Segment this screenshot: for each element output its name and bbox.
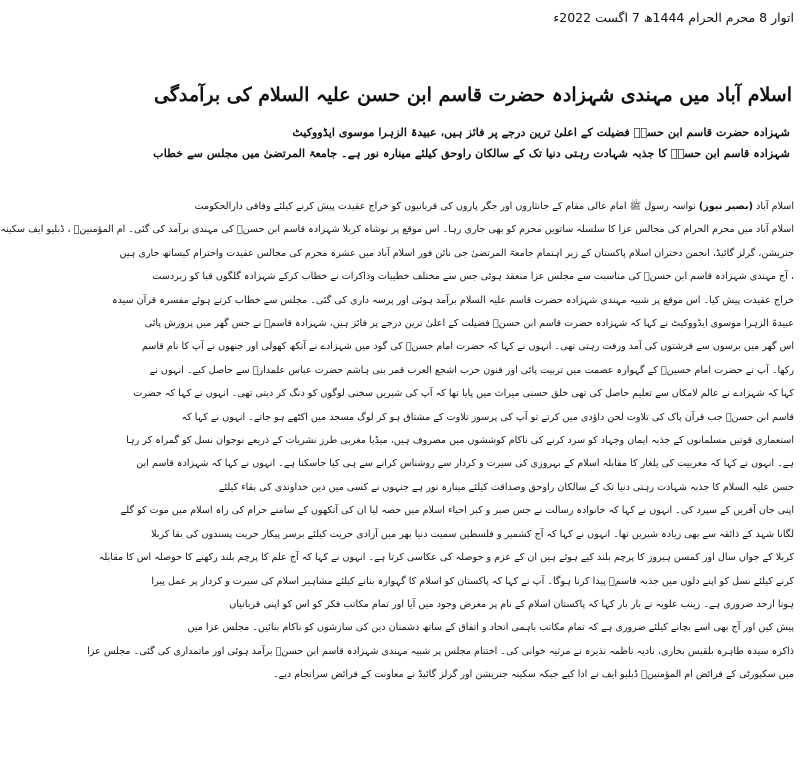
article-line: استعماری قوتیں مسلمانوں کے جذبہ ایمان وجہاد کو سرد کرنے کی ناکام کوششوں میں مصروف ہیں، میڈیا مغربی طرز نشریات کے ذریعے نوجوان نسل کو گمراہ کر رہا: [126, 435, 794, 447]
article-line: ذاکرہ سیدہ طاہرہ بلقیس بخاری، نادیہ ناظمہ نذیرہ نے مرثیہ خوانی کی۔ اختتام مجلس پر شبیہ مہندی شہزادہ قاسم ابن حسنؑ برآمد ہوئی اور ماتمداری کی گئی۔ مجلس عزا: [87, 645, 794, 657]
article-line: کربلا کے جواں سال اور کمسن ہیروز کا پرچم بلند کیے ہوئے ہیں ان کے عزم و حوصلہ کی عکاسی کرتا ہے۔ انہوں نے کہا کہ آج علم کا پرچم بلند رکھنے کا حوصلہ اس کا مقابلہ: [98, 552, 794, 564]
article-line-text: نواسہ رسول ﷺ امام عالی مقام کے جانثاروں اور جگر پاروں کی قربانیوں کو خراج عقیدت پیش کرنے کیلئے وفاقی دارالحکومت: [194, 201, 696, 212]
article-line: خراج عقیدت پیش کیا۔ اس موقع پر شبیہ مہندی شہزادہ حضرت قاسم علیہ السلام برآمد ہوئی اور پرسہ داری کی گئی۔ مجلس سے خطاب کرتے ہوئے مفسرہ قرآن سیدہ: [112, 294, 794, 306]
article-body: [0, 195, 794, 687]
article-line: [194, 195, 794, 218]
article-line: اسلام آباد میں محرم الحرام کی مجالس عزا کا سلسلہ ساتویں محرم کو بھی جاری رہا۔ اس موقع پر نوشاہ کربلا شہزادہ قاسم ابن حسنؑ کی مہندی برآمد کی گئی۔ ام المؤمنینؑ ، ڈبلیو ایف سکینہ: [0, 224, 794, 236]
article-line: میں سکیورٹی کے فرائض ام المؤمنینؑ ڈبلیو ایف نے ادا کیے جبکہ سکینہ جنریشن اور گرلز گائیڈ نے معاونت کے فرائض سرانجام دیے۔: [273, 669, 794, 681]
article-line: حسن علیہ السلام کا جذبہ شہادت رہتی دنیا تک کے سالکان راوحق وصداقت کیلئے مینارہ نور ہے جنہوں نے کسی میں دین خداوندی کی بقاء کیلئے: [218, 481, 794, 493]
article-line: کرنے کیلئے نسل کو اپنے دلوں میں جذبہ قاسمؑ پیدا کرنا ہوگا۔ آپ نے کہا کہ پاکستان کو اسلام کا گہوارہ بنانے کیلئے مشاہیر اسلام کی سیرت و کردار پر عمل پیرا: [151, 575, 794, 587]
article-line: ، آج مہندی شہزادہ قاسم ابن حسنؑ کی مناسبت سے مجلس عزا منعقد ہوئی جس سے مختلف خطیبات وذاکرات نے خطاب کرکے شہزادہ گلگوں قبا کو زبردست: [152, 271, 794, 283]
article-line: لگانا شہد کے ذائقہ سے بھی زیادہ شیریں تھا۔ انہوں نے کہا کہ آج کشمیر و فلسطین سمیت دنیا بھر میں آزادی حریت کیلئے برسر پیکار حریت پسندوں کی بقا کربلا: [151, 528, 794, 540]
subhead-line: شہزادہ حضرت قاسم ابن حسنؑ فضیلت کے اعلیٰ ترین درجے پر فائز ہیں، عبیدۃ الزہرا موسوی ایڈووکیٹ: [292, 125, 790, 139]
article-line: کہا کہ شہزادے نے عالم لامکاں سے تعلیم حاصل کی تھی خلق حسنی میراث میں پایا تھا کہ آپ کی شیریں سخنی لوگوں کو دنگ کر دیتی تھی۔ انہوں نے کہا کہ حضرت: [133, 388, 794, 400]
article-line: ہونا ازحد ضروری ہے۔ زینب علویہ نے بار بار کہا کہ پاکستان اسلام کے نام پر معرض وجود میں آیا اور تمام مکاتب فکر کو اس کو اپنی قربانیاں: [229, 598, 794, 610]
article-line: اپنی جان آفریں کے سپرد کی۔ انہوں نے کہا کہ خانوادہ رسالت نے جس صبر و کبر احیاء اسلام میں حصہ لیا ان کی آنکھوں کے سامنے حرام کی راہ اسلام میں موت کو گلے: [120, 505, 794, 517]
article-line: ہے۔ انہوں نے کہا کہ مغربیت کی یلغار کا مقابلہ اسلام کے بہروزی کی سیرت و کردار سے روشناس کرانے سے ہی کیا جاسکتا ہے۔ انہوں نے کہا کہ شہزادہ قاسم ابن: [136, 458, 794, 470]
article-line: عبیدۃ الزہرا موسوی ایڈووکیٹ نے کہا کہ شہزادہ حضرت قاسم ابن حسنؑ فضیلت کے اعلیٰ ترین درجے پر فائز ہیں، شہزادہ قاسمؑ نے جس گھر میں پرورش پائی: [144, 318, 794, 330]
article-line: جنریشن، گرلز گائیڈ، انجمن دختران اسلام پاکستان کے زیر اہتمام جامعۃ المرتضیٰ جی نائن فور اسلام آباد میں عشرہ محرم کی مجالس عقیدت واحترام کیساتھ جاری ہیں: [119, 247, 794, 259]
article-line: قاسم ابن حسنؑ جب قرآن پاک کی تلاوت لحن داؤدی میں کرتے تو آپ کی پرسوز تلاوت کے مشتاق ہو کر لوگ مسجد میں اکٹھے ہو جاتے۔ انہوں نے کہا کہ: [181, 411, 794, 423]
subhead: [153, 122, 790, 164]
subhead-line: شہزادہ قاسم ابن حسنؑ کا جذبہ شہادت رہتی دنیا تک کے سالکان راوحق کیلئے مینارہ نور ہے۔ جامعۃ المرتضیٰ میں مجلس سے خطاب: [153, 146, 790, 160]
article-line: رکھا۔ آپ نے حضرت امام حسینؑ کے گہوارہ عصمت میں تربیت پائی اور فنون حرب اشجع العرب قمر بنی ہاشم حضرت عباس علمدارؑ سے حاصل کیے۔ انہوں نے: [149, 364, 794, 376]
dateline-place: اسلام آباد: [756, 201, 794, 212]
article-line: پیش کیں اور آج بھی اسے بچانے کیلئے ضروری ہے کہ تمام مکاتب باہمی اتحاد و اتفاق کے ساتھ دشمنان دین کی سازشوں کو ناکام بنائیں۔ مجلس عزا میں: [187, 622, 794, 634]
news-credit: (بصیر نیوز): [698, 201, 753, 212]
article-line: اس گھر میں برسوں سے فرشتوں کی آمد ورفت رہتی تھی۔ انہوں نے کہا کہ حضرت امام حسنؑ کی گود میں شہزادے نے آنکھ کھولی اور جنھوں نے آپ کا نام قاسم: [141, 341, 794, 353]
dateline: اتوار 8 محرم الحرام 1444ھ 7 اگست 2022ء: [553, 10, 794, 25]
headline: اسلام آباد میں مہندی شہزادہ حضرت قاسم ابن حسن علیہ السلام کی برآمدگی: [154, 84, 792, 106]
